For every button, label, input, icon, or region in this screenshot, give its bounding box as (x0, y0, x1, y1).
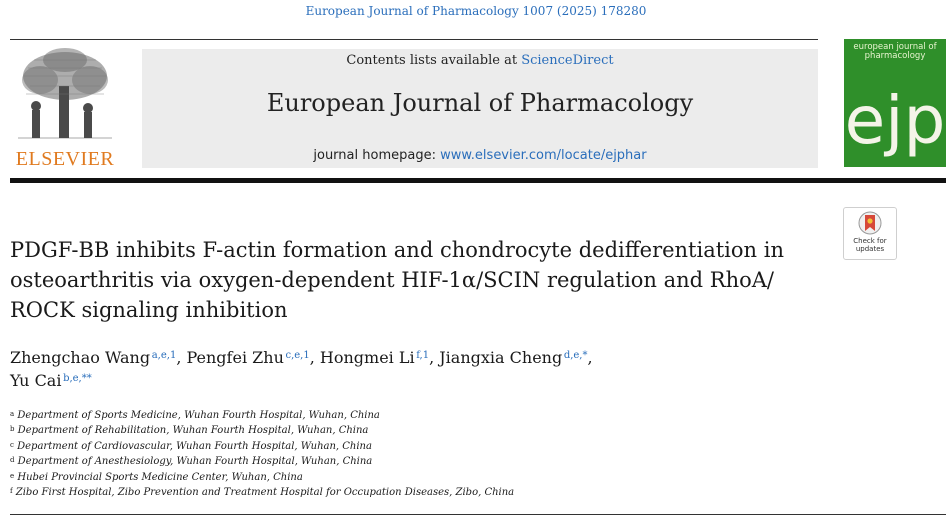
elsevier-logo[interactable] (10, 46, 120, 170)
author-affiliation-link[interactable]: a,e,1 (151, 350, 177, 361)
affiliation-key: e (10, 471, 15, 480)
affiliation-text: Zibo First Hospital, Zibo Prevention and Treatment Hospital for Occupation Diseases, Zibo, China (15, 487, 515, 499)
title-line1: PDGF-BB inhibits F-actin formation and chondrocyte dedifferentiation in (10, 238, 784, 262)
bookmark-icon (858, 211, 882, 235)
contents-line (142, 53, 818, 68)
header-rule (10, 39, 818, 40)
author-separator: , (429, 348, 440, 367)
title-line3: ROCK signaling inhibition (10, 298, 288, 322)
affiliation-item (10, 423, 910, 438)
author[interactable]: Hongmei Li $^{f,1}$ (319, 348, 430, 367)
affiliation-text: Department of Anesthesiology, Wuhan Fourth Hospital, Wuhan, China (17, 456, 373, 468)
journal-cover[interactable] (844, 39, 946, 167)
affiliation-key: d (10, 456, 15, 465)
homepage-line (142, 148, 818, 163)
article-title (10, 235, 830, 325)
author-affiliation-link[interactable]: f,1 (416, 350, 430, 361)
affiliation-text: Department of Sports Medicine, Wuhan Fourth Hospital, Wuhan, China (17, 410, 380, 421)
affiliation-text: Department of Rehabilitation, Wuhan Fourth Hospital, Wuhan, China (17, 425, 369, 437)
journal-banner (142, 49, 818, 168)
homepage-prefix: journal homepage: (313, 148, 441, 163)
check-line1: Check for (853, 237, 887, 245)
header-thick-rule (10, 178, 946, 183)
ejp-logo-icon (844, 71, 946, 161)
journal-citation[interactable]: European Journal of Pharmacology 1007 (2025) 178280 (305, 4, 647, 18)
ejp-logo-text: ejp (844, 82, 946, 159)
elsevier-wordmark: ELSEVIER (15, 148, 115, 170)
affiliation-text: Department of Cardiovascular, Wuhan Fourth Hospital, Wuhan, China (17, 440, 372, 452)
affiliation-list (10, 408, 910, 500)
cover-name-line2: pharmacology (864, 51, 926, 61)
author[interactable]: Jiangxia Cheng $^{d,e,*}$ (439, 348, 588, 367)
affiliation-key: f (10, 487, 13, 496)
title-line2: osteoarthritis via oxygen-dependent HIF-1α/SCIN regulation and RhoA/ (10, 268, 775, 292)
check-for-updates-label (844, 237, 896, 253)
author[interactable]: Pengfei Zhu $^{c,e,1}$ (186, 348, 310, 367)
check-line2: updates (855, 245, 885, 253)
homepage-link[interactable]: www.elsevier.com/locate/ejphar (440, 148, 647, 163)
sciencedirect-link[interactable]: ScienceDirect (521, 53, 614, 68)
author-affiliation-link[interactable]: b,e,** (63, 373, 92, 384)
affiliation-key: a (10, 410, 15, 418)
affiliation-key: b (10, 425, 15, 434)
author[interactable]: Zhengchao Wang $^{a,e,1}$ (10, 348, 177, 367)
author-separator: , (309, 348, 320, 367)
author-separator: , (176, 348, 187, 367)
author[interactable]: Yu Cai $^{b,e,**}$ (10, 371, 92, 390)
author-list (10, 346, 910, 392)
author-separator: , (587, 348, 593, 367)
contents-prefix: Contents lists available at (346, 53, 522, 68)
affiliation-item (10, 454, 910, 469)
affiliation-item (10, 408, 910, 423)
author-affiliation-link[interactable]: d,e,* (563, 350, 588, 361)
affiliation-item (10, 485, 910, 500)
author-affiliation-link[interactable]: c,e,1 (285, 350, 310, 361)
elsevier-tree-icon (10, 46, 120, 144)
affiliation-item (10, 470, 910, 485)
cover-name-line1: european journal of (853, 42, 937, 52)
affiliation-item (10, 439, 910, 454)
cover-journal-name (844, 43, 946, 61)
check-for-updates-button[interactable] (843, 207, 897, 260)
journal-title: European Journal of Pharmacology (266, 89, 694, 117)
affiliation-text: Hubei Provincial Sports Medicine Center, Wuhan, China (17, 471, 303, 483)
affiliation-key: c (10, 440, 14, 449)
section-rule (10, 514, 946, 515)
